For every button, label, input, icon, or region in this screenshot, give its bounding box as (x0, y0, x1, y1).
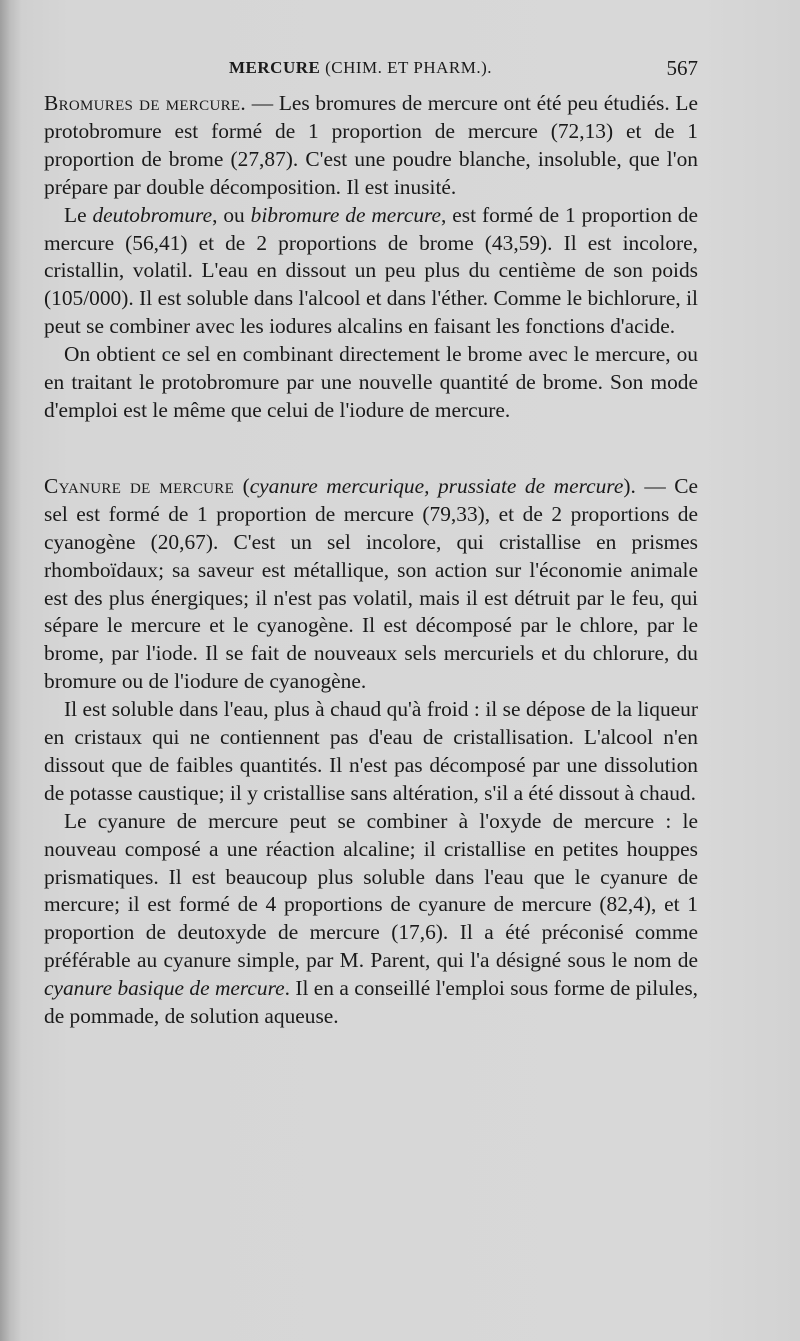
text-run: , ou (212, 202, 251, 227)
paragraph-cyanure-basique (44, 808, 698, 1031)
running-head-title: MERCURE (229, 58, 321, 77)
section-heading-cyanure: Cyanure de mercure (44, 473, 235, 498)
paragraph-solubilite: Il est soluble dans l'eau, plus à chaud qu'à froid : il se dépose de la liqueur en cristaux qui ne contiennent pas d'eau de cristallisation. L'alcool n'en dissout que de faibles quantités. Il n'est pas décomposé par une dissolution de potasse caustique; il y cristallise sans altération, s'il a été dissout à chaud. (44, 697, 698, 805)
italic-term: deutobromure (92, 202, 213, 227)
text-run: , est formé de 1 proportion de mercure (56,41) et de 2 proportions de brome (43,59). Il est incolore, cristallin, volatil. L'eau en dissout un peu plus du centième de son poids (105/000). Il est soluble dans l'alcool et dans l'éther. Comme le bichlorure, il peut se combiner avec les iodures alcalins en faisant les fonctions d'acide. (44, 202, 698, 339)
italic-term: cyanure mercurique, prussiate de mercure (249, 473, 624, 498)
paragraph-deutobromure (44, 202, 698, 342)
text-run: Le cyanure de mercure peut se combiner à l'oxyde de mercure : le nouveau composé a une réaction alcaline; il cristallise en petites houppes prismatiques. Il est beaucoup plus soluble dans l'eau que le cyanure de mercure; il est formé de 4 proportions de cyanure de mercure (82,4), et 1 proportion de deutoxyde de mercure (17,6). Il a été préconisé comme préférable au cyanure simple, par M. Parent, qui l'a désigné sous le nom de (44, 808, 698, 973)
text-run: ( (234, 473, 250, 498)
paragraph-obtention: On obtient ce sel en combinant directement le brome avec le mercure, ou en traitant le protobromure par une nouvelle quantité de brome. Son mode d'emploi est le même que celui de l'iodure de mercure. (44, 342, 698, 422)
italic-term: bibromure de mercure (250, 202, 442, 227)
italic-term: cyanure basique de mercure (44, 976, 285, 1001)
page-header (44, 58, 698, 88)
paragraph-bromures (44, 90, 698, 202)
text-run: ). — Ce sel est formé de 1 proportion de mercure (79,33), et de 2 proportions de cyanogène (20,67). C'est un sel incolore, qui cristallise en prismes rhomboïdaux; sa saveur est métallique, son action sur l'économie animale est des plus énergiques; il n'est pas volatil, mais il est détruit par le feu, qui sépare le mercure et le cyanogène. Il est décomposé par le chlore, par le brome, par l'iode. Il se fait de nouveaux sels mercuriels et du chlorure, du bromure ou de l'iodure de cyanogène. (44, 473, 698, 694)
paragraph-cyanure (44, 473, 698, 696)
text-run: Le (64, 202, 93, 227)
section-gap (44, 425, 698, 473)
page-number: 567 (666, 56, 698, 80)
running-head-subtitle: (CHIM. ET PHARM.). (325, 58, 492, 77)
running-head (229, 58, 492, 78)
text-run: . Il en a conseillé l'emploi sous forme de pilules, de pommade, de solution aqueuse. (44, 976, 698, 1029)
page-body (44, 90, 698, 1031)
section-heading-bromures: Bromures de mercure. (44, 91, 247, 115)
paragraph-text: — Les bromures de mercure ont été peu étudiés. Le protobromure est formé de 1 proportion de mercure (72,13) et de 1 proportion de brome (27,87). C'est une poudre blanche, insoluble, que l'on prépare par double décomposition. Il est inusité. (44, 91, 698, 199)
